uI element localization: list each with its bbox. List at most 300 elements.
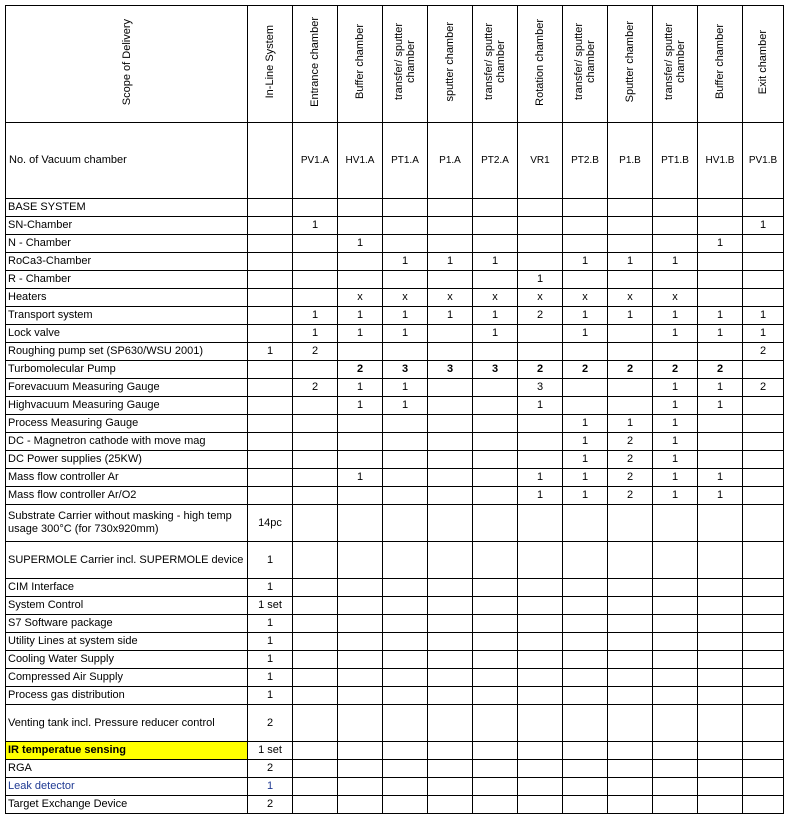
- table-cell: [293, 415, 338, 433]
- table-cell: [608, 705, 653, 742]
- table-cell: [743, 778, 784, 796]
- table-cell: x: [383, 289, 428, 307]
- table-cell: [383, 505, 428, 542]
- table-cell: [473, 742, 518, 760]
- table-cell: [293, 469, 338, 487]
- table-cell: 1: [698, 397, 743, 415]
- table-cell: [653, 633, 698, 651]
- table-cell: [473, 633, 518, 651]
- table-cell: [698, 742, 743, 760]
- table-cell: 2: [563, 361, 608, 379]
- row-label: SN-Chamber: [6, 217, 248, 235]
- table-cell: [338, 687, 383, 705]
- table-cell: [293, 742, 338, 760]
- table-cell: [518, 542, 563, 579]
- row-label: IR temperatue sensing: [6, 742, 248, 760]
- table-cell: [653, 742, 698, 760]
- table-cell: [653, 343, 698, 361]
- table-cell: [383, 669, 428, 687]
- chamber-code: PT1.A: [383, 123, 428, 199]
- column-header: Entrance chamber: [293, 6, 338, 123]
- table-cell: [518, 687, 563, 705]
- table-cell: [293, 615, 338, 633]
- table-cell: [428, 760, 473, 778]
- row-label: SUPERMOLE Carrier incl. SUPERMOLE device: [6, 542, 248, 579]
- table-cell: 3: [518, 379, 563, 397]
- table-cell: [383, 451, 428, 469]
- table-cell: 1: [293, 325, 338, 343]
- row-label: Transport system: [6, 307, 248, 325]
- table-cell: [698, 705, 743, 742]
- table-cell: [563, 379, 608, 397]
- table-cell: [563, 271, 608, 289]
- table-row: [6, 615, 784, 633]
- table-cell: [248, 451, 293, 469]
- table-cell: 1: [698, 235, 743, 253]
- table-cell: [338, 433, 383, 451]
- table-cell: [518, 633, 563, 651]
- table-cell: 1 set: [248, 742, 293, 760]
- row-label: Target Exchange Device: [6, 796, 248, 814]
- table-cell: [293, 796, 338, 814]
- table-cell: x: [473, 289, 518, 307]
- table-row: [6, 597, 784, 615]
- table-cell: [293, 271, 338, 289]
- table-cell: 14pc: [248, 505, 293, 542]
- table-cell: 1: [653, 415, 698, 433]
- chamber-code: P1.A: [428, 123, 473, 199]
- table-cell: 1: [383, 307, 428, 325]
- table-cell: [338, 742, 383, 760]
- table-cell: [338, 778, 383, 796]
- row-label: Turbomolecular Pump: [6, 361, 248, 379]
- table-cell: [338, 597, 383, 615]
- chamber-code: [248, 123, 293, 199]
- table-row: [6, 433, 784, 451]
- table-cell: [248, 433, 293, 451]
- chamber-code: HV1.B: [698, 123, 743, 199]
- table-cell: [608, 343, 653, 361]
- table-cell: [383, 742, 428, 760]
- chamber-code-label: No. of Vacuum chamber: [6, 123, 248, 199]
- table-cell: 2: [248, 796, 293, 814]
- table-cell: [428, 325, 473, 343]
- table-cell: 1: [563, 253, 608, 271]
- table-cell: [563, 633, 608, 651]
- table-cell: [743, 597, 784, 615]
- table-cell: [608, 217, 653, 235]
- table-cell: [248, 235, 293, 253]
- table-cell: [383, 615, 428, 633]
- table-cell: [608, 379, 653, 397]
- table-cell: [608, 199, 653, 217]
- table-cell: [248, 415, 293, 433]
- table-cell: [428, 778, 473, 796]
- chamber-code: HV1.A: [338, 123, 383, 199]
- table-row: [6, 760, 784, 778]
- table-cell: [743, 651, 784, 669]
- table-cell: [563, 669, 608, 687]
- table-cell: [563, 615, 608, 633]
- table-cell: [563, 343, 608, 361]
- table-cell: 1: [608, 415, 653, 433]
- table-cell: [608, 597, 653, 615]
- table-cell: [563, 742, 608, 760]
- table-cell: 2: [608, 469, 653, 487]
- table-cell: [428, 669, 473, 687]
- table-cell: [563, 687, 608, 705]
- row-label: Compressed Air Supply: [6, 669, 248, 687]
- table-cell: [383, 217, 428, 235]
- table-row: [6, 469, 784, 487]
- table-cell: [338, 271, 383, 289]
- table-cell: 2: [248, 705, 293, 742]
- table-cell: [653, 687, 698, 705]
- table-cell: [518, 705, 563, 742]
- table-cell: [518, 343, 563, 361]
- table-cell: [698, 651, 743, 669]
- column-header: Rotation chamber: [518, 6, 563, 123]
- table-cell: 1: [248, 651, 293, 669]
- table-cell: [563, 217, 608, 235]
- table-cell: 1: [293, 307, 338, 325]
- table-row: [6, 579, 784, 597]
- table-cell: 1: [338, 397, 383, 415]
- table-cell: [698, 687, 743, 705]
- table-cell: [563, 597, 608, 615]
- table-cell: 2: [293, 379, 338, 397]
- table-cell: [428, 235, 473, 253]
- table-cell: [248, 289, 293, 307]
- table-cell: [518, 253, 563, 271]
- table-cell: [248, 469, 293, 487]
- table-cell: 1: [473, 253, 518, 271]
- table-cell: [698, 615, 743, 633]
- table-cell: [518, 669, 563, 687]
- table-cell: [383, 487, 428, 505]
- table-cell: [563, 199, 608, 217]
- table-cell: [608, 651, 653, 669]
- table-cell: [698, 505, 743, 542]
- table-cell: [743, 796, 784, 814]
- table-cell: x: [518, 289, 563, 307]
- table-cell: 3: [473, 361, 518, 379]
- table-cell: 3: [428, 361, 473, 379]
- table-cell: x: [338, 289, 383, 307]
- table-cell: [518, 415, 563, 433]
- table-cell: 1: [698, 379, 743, 397]
- table-cell: 1: [743, 325, 784, 343]
- table-cell: [428, 217, 473, 235]
- column-header: transfer/ sputter chamber: [563, 6, 608, 123]
- table-cell: x: [653, 289, 698, 307]
- table-cell: [518, 778, 563, 796]
- table-cell: [473, 379, 518, 397]
- table-cell: [653, 778, 698, 796]
- table-cell: [743, 687, 784, 705]
- table-cell: [698, 542, 743, 579]
- table-cell: 1: [608, 253, 653, 271]
- table-cell: [293, 760, 338, 778]
- row-label: Mass flow controller Ar/O2: [6, 487, 248, 505]
- table-cell: [338, 199, 383, 217]
- table-cell: [338, 669, 383, 687]
- table-cell: [608, 325, 653, 343]
- table-cell: [518, 451, 563, 469]
- table-cell: [383, 796, 428, 814]
- table-cell: [518, 235, 563, 253]
- table-cell: 1: [698, 307, 743, 325]
- table-cell: [653, 235, 698, 253]
- table-cell: 2: [608, 361, 653, 379]
- table-cell: [608, 796, 653, 814]
- table-cell: [743, 615, 784, 633]
- row-label: BASE SYSTEM: [6, 199, 248, 217]
- table-cell: 1: [563, 325, 608, 343]
- table-cell: [698, 451, 743, 469]
- table-cell: [743, 760, 784, 778]
- table-cell: 1: [653, 397, 698, 415]
- row-label: Mass flow controller Ar: [6, 469, 248, 487]
- table-cell: 1: [248, 615, 293, 633]
- table-cell: [743, 397, 784, 415]
- table-cell: 2: [743, 343, 784, 361]
- table-cell: [698, 343, 743, 361]
- table-cell: 1: [338, 235, 383, 253]
- row-label: DC - Magnetron cathode with move mag: [6, 433, 248, 451]
- table-cell: [428, 199, 473, 217]
- table-cell: [248, 271, 293, 289]
- table-cell: [473, 615, 518, 633]
- table-cell: [653, 271, 698, 289]
- table-cell: [338, 217, 383, 235]
- table-cell: [428, 687, 473, 705]
- table-cell: [293, 705, 338, 742]
- table-cell: 1: [698, 469, 743, 487]
- table-cell: 1: [653, 487, 698, 505]
- table-cell: [383, 271, 428, 289]
- table-cell: [698, 415, 743, 433]
- table-cell: [743, 669, 784, 687]
- table-cell: 2: [293, 343, 338, 361]
- table-cell: [293, 687, 338, 705]
- table-row: [6, 505, 784, 542]
- table-cell: [383, 778, 428, 796]
- row-label: CIM Interface: [6, 579, 248, 597]
- table-cell: [473, 235, 518, 253]
- table-cell: 1: [248, 343, 293, 361]
- table-cell: 1: [248, 778, 293, 796]
- table-cell: [698, 760, 743, 778]
- table-cell: [383, 760, 428, 778]
- column-header: transfer/ sputter chamber: [473, 6, 518, 123]
- table-cell: [743, 487, 784, 505]
- table-cell: [653, 505, 698, 542]
- table-cell: [473, 415, 518, 433]
- table-cell: [518, 433, 563, 451]
- table-cell: [473, 760, 518, 778]
- table-cell: [383, 597, 428, 615]
- table-row: [6, 271, 784, 289]
- table-cell: 1: [293, 217, 338, 235]
- table-cell: [473, 651, 518, 669]
- table-cell: [518, 325, 563, 343]
- table-cell: 1: [473, 307, 518, 325]
- table-cell: [383, 705, 428, 742]
- table-cell: [698, 253, 743, 271]
- table-cell: 1: [383, 379, 428, 397]
- table-cell: 1: [563, 487, 608, 505]
- table-cell: [428, 451, 473, 469]
- table-cell: [383, 542, 428, 579]
- row-label: Leak detector: [6, 778, 248, 796]
- table-cell: [698, 289, 743, 307]
- table-cell: 1: [248, 579, 293, 597]
- table-cell: [653, 615, 698, 633]
- table-cell: [698, 633, 743, 651]
- row-label: RGA: [6, 760, 248, 778]
- table-cell: 1: [563, 415, 608, 433]
- table-cell: 1: [653, 433, 698, 451]
- table-cell: [563, 705, 608, 742]
- table-cell: [743, 415, 784, 433]
- row-label: S7 Software package: [6, 615, 248, 633]
- table-cell: [563, 651, 608, 669]
- table-cell: [428, 505, 473, 542]
- table-cell: [383, 469, 428, 487]
- table-cell: [473, 597, 518, 615]
- table-cell: [428, 433, 473, 451]
- table-cell: [743, 199, 784, 217]
- column-header: Exit chamber: [743, 6, 784, 123]
- table-cell: 1: [743, 307, 784, 325]
- scope-label: Scope of Delivery: [120, 18, 133, 106]
- table-cell: [698, 796, 743, 814]
- table-cell: [338, 760, 383, 778]
- table-cell: [473, 705, 518, 742]
- table-cell: [293, 451, 338, 469]
- chamber-code-row: [6, 123, 784, 199]
- column-header: Sputter chamber: [608, 6, 653, 123]
- table-cell: [248, 487, 293, 505]
- table-cell: [518, 579, 563, 597]
- table-cell: [743, 579, 784, 597]
- table-cell: [563, 505, 608, 542]
- table-cell: 1: [518, 487, 563, 505]
- table-cell: [293, 397, 338, 415]
- table-cell: [383, 651, 428, 669]
- table-cell: [563, 235, 608, 253]
- chamber-code: PT1.B: [653, 123, 698, 199]
- table-cell: [338, 615, 383, 633]
- table-cell: 1: [743, 217, 784, 235]
- table-cell: 2: [608, 433, 653, 451]
- table-cell: [698, 778, 743, 796]
- table-cell: [743, 469, 784, 487]
- table-row: [6, 217, 784, 235]
- table-cell: 1: [653, 325, 698, 343]
- table-cell: [473, 217, 518, 235]
- table-cell: 1: [653, 379, 698, 397]
- table-cell: [338, 343, 383, 361]
- table-body: [6, 123, 784, 814]
- table-cell: [518, 615, 563, 633]
- table-cell: [608, 271, 653, 289]
- row-label: Roughing pump set (SP630/WSU 2001): [6, 343, 248, 361]
- table-cell: [518, 796, 563, 814]
- table-cell: [338, 633, 383, 651]
- table-cell: [428, 271, 473, 289]
- table-cell: [743, 253, 784, 271]
- table-cell: [518, 217, 563, 235]
- row-label: Substrate Carrier without masking - high temp usage 300°C (for 730x920mm): [6, 505, 248, 542]
- table-cell: [473, 271, 518, 289]
- table-cell: 1: [248, 633, 293, 651]
- table-cell: [293, 253, 338, 271]
- table-cell: [383, 415, 428, 433]
- row-label: DC Power supplies (25KW): [6, 451, 248, 469]
- table-cell: [473, 505, 518, 542]
- table-cell: [338, 705, 383, 742]
- row-label: Venting tank incl. Pressure reducer control: [6, 705, 248, 742]
- table-cell: [428, 615, 473, 633]
- table-cell: x: [608, 289, 653, 307]
- table-cell: [428, 597, 473, 615]
- table-cell: [563, 397, 608, 415]
- chamber-code: PV1.A: [293, 123, 338, 199]
- table-cell: [518, 760, 563, 778]
- table-cell: 2: [743, 379, 784, 397]
- table-cell: [563, 796, 608, 814]
- table-cell: [248, 307, 293, 325]
- table-cell: 3: [383, 361, 428, 379]
- table-cell: [293, 651, 338, 669]
- table-row: [6, 397, 784, 415]
- chamber-code: PV1.B: [743, 123, 784, 199]
- table-cell: [473, 433, 518, 451]
- table-cell: [653, 651, 698, 669]
- table-cell: [293, 361, 338, 379]
- row-label: Highvacuum Measuring Gauge: [6, 397, 248, 415]
- table-cell: [428, 469, 473, 487]
- table-cell: [428, 742, 473, 760]
- table-cell: [428, 579, 473, 597]
- table-cell: [653, 669, 698, 687]
- table-cell: [473, 687, 518, 705]
- table-cell: [743, 542, 784, 579]
- table-cell: [428, 796, 473, 814]
- column-header: Buffer chamber: [698, 6, 743, 123]
- table-row: [6, 307, 784, 325]
- table-cell: [518, 505, 563, 542]
- table-cell: 2: [608, 451, 653, 469]
- table-cell: x: [428, 289, 473, 307]
- table-cell: 1: [563, 433, 608, 451]
- table-cell: [518, 742, 563, 760]
- table-row: [6, 669, 784, 687]
- table-row: [6, 325, 784, 343]
- table-cell: [293, 487, 338, 505]
- table-cell: 1: [248, 542, 293, 579]
- table-row: [6, 651, 784, 669]
- table-cell: [293, 505, 338, 542]
- table-cell: [563, 542, 608, 579]
- table-cell: 1: [248, 687, 293, 705]
- table-cell: [743, 742, 784, 760]
- table-cell: [248, 253, 293, 271]
- table-cell: [473, 579, 518, 597]
- table-cell: [473, 778, 518, 796]
